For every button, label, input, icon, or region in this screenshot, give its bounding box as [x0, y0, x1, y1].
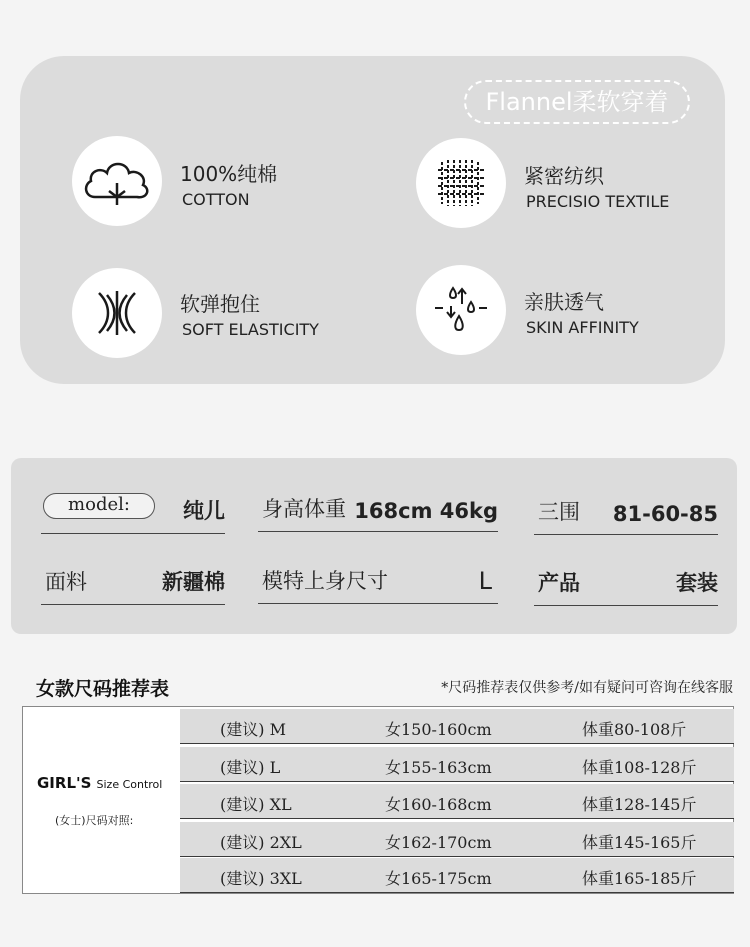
features-panel	[20, 56, 725, 384]
product-label: 产品	[538, 571, 580, 595]
height-cell: 女165-175cm	[385, 869, 492, 888]
size-cell: (建议) 3XL	[220, 869, 302, 888]
measurements-cell	[534, 493, 718, 535]
table-row	[180, 784, 734, 819]
feature-zh: 亲肤透气	[524, 290, 604, 314]
product-cell	[534, 564, 718, 606]
size-cell: (建议) L	[220, 758, 281, 777]
elastic-icon	[72, 268, 162, 358]
feature-en: COTTON	[182, 190, 250, 209]
feature-en: PRECISIO TEXTILE	[526, 192, 670, 211]
cotton-icon	[72, 136, 162, 226]
height-cell: 女162-170cm	[385, 833, 492, 852]
size-table-note: *尺码推荐表仅供参考/如有疑问可咨询在线客服	[441, 680, 733, 696]
table-row	[180, 747, 734, 782]
model-size-cell	[258, 562, 498, 604]
size-contrast-label: (女士)尺码对照:	[55, 814, 134, 827]
measurements-value: 81-60-85	[612, 502, 718, 526]
table-row	[180, 709, 734, 744]
height-cell: 女155-163cm	[385, 758, 492, 777]
measurements-label: 三围	[538, 500, 580, 524]
model-size-label: 模特上身尺寸	[262, 569, 388, 593]
girls-size-heading	[37, 773, 162, 792]
height-cell: 女160-168cm	[385, 795, 492, 814]
girls-heading-bold: GIRL'S	[37, 774, 92, 792]
weave-icon	[416, 138, 506, 228]
breathable-icon	[416, 265, 506, 355]
weight-cell: 体重108-128斤	[582, 758, 697, 777]
model-value: 纯儿	[183, 499, 225, 523]
size-rows	[180, 707, 734, 893]
weight-cell: 体重80-108斤	[582, 720, 687, 739]
size-table	[22, 706, 734, 894]
size-table-title: 女款尺码推荐表	[36, 678, 170, 700]
height-weight-label: 身高体重	[262, 497, 346, 521]
height-weight-value: 168cm 46kg	[354, 499, 498, 523]
product-value: 套装	[676, 571, 718, 595]
flannel-tag: Flannel柔软穿着	[464, 80, 690, 124]
feature-en: SKIN AFFINITY	[526, 318, 639, 337]
weight-cell: 体重165-185斤	[582, 869, 697, 888]
feature-zh: 紧密纺织	[524, 164, 604, 188]
size-cell: (建议) XL	[220, 795, 292, 814]
size-table-heading-cell	[23, 707, 180, 893]
model-label: model:	[43, 493, 155, 519]
size-cell: (建议) M	[220, 720, 286, 739]
girls-heading-small: Size Control	[96, 778, 163, 791]
feature-en: SOFT ELASTICITY	[182, 320, 319, 339]
feature-zh: 100%纯棉	[180, 162, 278, 186]
fabric-cell	[41, 563, 225, 605]
size-cell: (建议) 2XL	[220, 833, 302, 852]
fabric-value: 新疆棉	[162, 570, 225, 594]
feature-zh: 软弹抱住	[180, 292, 260, 316]
model-name-cell	[41, 492, 225, 534]
weight-cell: 体重145-165斤	[582, 833, 697, 852]
model-size-value: L	[478, 567, 492, 595]
fabric-label: 面料	[45, 570, 87, 594]
model-info-panel	[11, 458, 737, 634]
height-weight-cell	[258, 490, 498, 532]
weight-cell: 体重128-145斤	[582, 795, 697, 814]
table-row	[180, 858, 734, 893]
height-cell: 女150-160cm	[385, 720, 492, 739]
table-row	[180, 822, 734, 857]
